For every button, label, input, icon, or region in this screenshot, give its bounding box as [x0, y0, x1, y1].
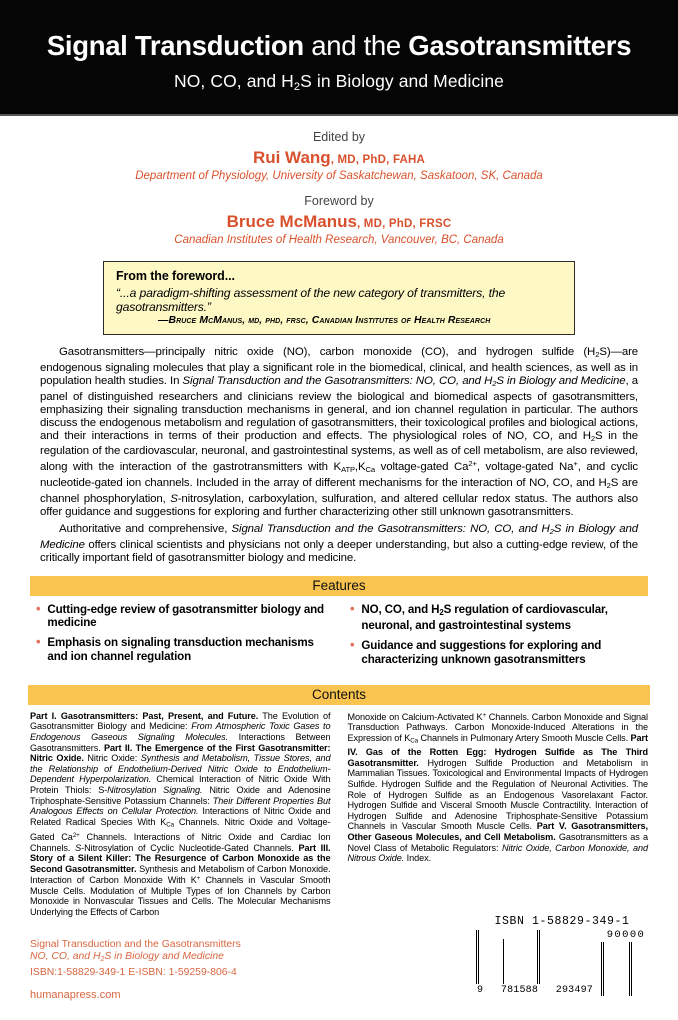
subtitle-part-a: NO, CO, and H: [173, 70, 294, 91]
editor-degrees: , MD, PhD, FAHA: [330, 153, 426, 166]
publisher-website[interactable]: humanapress.com: [30, 989, 121, 1002]
barcode-bars-main: [476, 930, 594, 984]
title-part-3: Gasotransmitters: [408, 30, 632, 61]
foreword-name-line: [0, 212, 678, 232]
features-list: [36, 603, 646, 673]
bullet-icon: •: [36, 634, 41, 650]
title-part-1: Signal Transduction: [46, 30, 304, 61]
contents-right-column: Monoxide on Calcium-Activated K+ Channels. Carbon Monoxide and Signal Transduction Pathways. Carbon Monoxide-Induced Alterations in the Expression of $K_{Ca}$ Channels in Pulmonary Artery Smooth Muscle Cells. Part IV. Gas of the Rotten Egg: Hydrogen Sulfide as The Third Gasotransmitter. Hydrogen Sulfide Production and Metabolism in Mammalian Tissues. Toxicological and Environmental Impacts of Hydrogen Sulfide. Hydrogen Sulfide and the Regulation of Neuronal Activities. The Role of Hydrogen Sulfide as an Endogenous Vasorelaxant Factor. Hydrogen Sulfide and Visceral Smooth Muscle Contractility. Interaction of Hydrogen Sulfide and Adenosine Triphosphate-Sensitive Potassium Channels in Vascular Smooth Muscle Cells. Part V. Gasotransmitters, Other Gaseous Molecules, and Cell Metabolism. Gasotransmitters as a Novel Class of Metabolic Regulators: Nitric Oxide, Carbon Monoxide, and Nitrous Oxide. Index.: [347, 711, 649, 864]
foreword-affiliation: Canadian Institutes of Health Research, Vancouver, BC, Canada: [174, 234, 504, 247]
barcode-digits: [476, 985, 594, 996]
footer-subtitle-subscript: 2: [100, 956, 105, 964]
footer-subtitle-b: S in Biology and Medicine: [104, 951, 224, 963]
contents-left-column: Part I. Gasotransmitters: Past, Present, and Future. The Evolution of Gasotransmitter Biology and Medicine: From Atmospheric Toxic Gases to Endogenous Gaseous Signaling Molecules. Interactions Between Gasotransmitters. Part II. The Emergence of the First Gasotransmitter: Nitric Oxide. Nitric Oxide: Synthesis and Metabolism, Tissue Stores, and the Relationship of Endothelium-Derived Nitric Oxide to Endothelium-Dependent Hyperpolarization. Chemical Interaction of Nitric Oxide With Protein Thiols: S-Nitrosylation Signaling. Nitric Oxide and Adenosine Triphosphate-Sensitive Potassium Channels: Their Different Properties But Analogous Effects on Cellular Protection. Interactions of Nitric Oxide and Related Radical Species With $K_{Ca}$ Channels. Nitric Oxide and Voltage-Gated $Ca^{2+}$ Channels. Interactions of Nitric Oxide and Cardiac Ion Channels. S-Nitrosylation of Cyclic Nucleotide-Gated Channels. Part III. Story of a Silent Killer: The Resurgence of Carbon Monoxide as the Second Gasotransmitter. Synthesis and Metabolism of Carbon Monoxide. Interaction of Carbon Monoxide With K+ Channels in Vascular Smooth Muscle Cells. Modulation of Multiple Types of Ion Channels by Carbon Monoxide in Nonvascular Tissues and Cells. The Molecular Mechanisms Underlying the Effects of Carbon: [30, 710, 331, 918]
footer-subtitle-a: NO, CO, and H: [30, 951, 101, 963]
barcode-digit-mid: 781588: [500, 985, 539, 996]
back-cover-description: [40, 346, 638, 565]
feature-text: Cutting-edge review of gasotransmitter biology and medicine: [47, 603, 324, 630]
barcode-digit-left: 9: [477, 985, 484, 996]
description-paragraph-1: Gasotransmitters—principally nitric oxide (NO), carbon monoxide (CO), and hydrogen sulfide $(H_2S)—are$ endogenous signaling molecules that play a significant role in the biomedical, clinical, and health sciences, as well as in population health studies. In Signal Transduction and the Gasotransmitters: NO, CO, and $H_2S$ in Biology and Medicine, a panel of distinguished researchers and clinicians review the biological and biomedical aspects of gasotransmitters, emphasizing their signaling transduction mechanisms in general, and ion channel regulation in particular. The authors discuss the endogenous metabolism and regulation of gasotransmitters, their toxicological profiles and biological actions, and their interactions in terms of their production and effects. The physiological roles of NO, CO, and $H_2S$ in the regulation of the cardiovascular, neuronal, and gastrointestinal systems, as well as of cell metabolism, are also reviewed, along with the interaction of the gastrotransmitters with $K_{ATP},K_{Ca}$ voltage-gated $Ca^{2+}$, voltage-gated Na+, and cyclic nucleotide-gated ion channels. Included in the array of different mechanisms for the interaction of NO, CO, and $H_2S$ are channel phosphorylation, S-nitrosylation, carboxylation, sulfuration, and altered cellular redox status. The authors also offer guidance and suggestions for exploring and further characterizing other still unknown gasotransmitters.: [40, 345, 639, 519]
isbn-barcode: [472, 912, 652, 998]
barcode-main: [476, 930, 594, 996]
editor-affiliation: Department of Physiology, University of Saskatchewan, Saskatoon, SK, Canada: [135, 170, 543, 183]
title-part-2: and the: [303, 30, 409, 61]
book-title: [0, 32, 678, 61]
quote-text: “...a paradigm-shifting assessment of the new category of transmitters, the gasotransmitters.”: [116, 285, 506, 314]
bullet-icon: •: [36, 601, 41, 617]
barcode-isbn-text: ISBN 1-58829-349-1: [494, 915, 630, 928]
contents-section-bar: Contents: [28, 685, 650, 705]
contents-list: [30, 711, 648, 918]
publisher-footer: [30, 939, 241, 1002]
features-section-bar: Features: [30, 576, 648, 596]
subtitle-part-b: S in Biology and Medicine: [300, 70, 505, 91]
editors-block: [0, 130, 678, 248]
barcode-addon: [601, 929, 651, 996]
feature-item: [36, 636, 332, 662]
subtitle-subscript: 2: [293, 80, 301, 93]
barcode-digit-right: 293497: [555, 985, 593, 996]
description-paragraph-2: Authoritative and comprehensive, Signal Transduction and the Gasotransmitters: NO, CO, and $H_2S$ in Biology and Medicine offers clinical scientists and physicians not only a deeper understanding, but also a cutting-edge review, of the critically important field of gasotransmitter biology and medicine.: [40, 523, 638, 565]
feature-item: [350, 603, 646, 632]
feature-item: [36, 603, 332, 629]
bullet-icon: •: [350, 601, 355, 617]
foreword-degrees: , MD, PhD, FRSC: [357, 218, 452, 231]
feature-text: NO, CO, and $H_2S$ regulation of cardiovascular, neuronal, and gastrointestinal systems: [361, 603, 608, 633]
barcode-rows: [476, 929, 648, 996]
quote-attribution: —Bruce McManus, md, phd, frsc, Canadian Institutes of Health Research: [158, 314, 491, 326]
barcode-bars-addon: [601, 942, 651, 996]
book-subtitle: [0, 71, 678, 93]
features-left-column: [36, 603, 332, 673]
foreword-name: Bruce McManus: [226, 212, 357, 232]
footer-isbn: ISBN:1-58829-349-1 E-ISBN: 1-59259-806-4: [30, 966, 237, 978]
foreword-quote-box: [103, 261, 575, 335]
foreword-by-label: Foreword by: [304, 194, 374, 209]
quote-heading: From the foreword...: [116, 268, 235, 283]
footer-title: Signal Transduction and the Gasotransmitters: [30, 938, 241, 950]
edited-by-label: Edited by: [312, 130, 366, 144]
features-right-column: [350, 603, 646, 673]
editor-name: Rui Wang: [252, 147, 331, 167]
footer-subtitle: [30, 951, 241, 967]
barcode-addon-text: 90000: [606, 929, 646, 941]
cover-header-band: [0, 0, 678, 116]
feature-item: [350, 639, 646, 665]
feature-text: Guidance and suggestions for exploring and characterizing unknown gasotransmitters: [361, 639, 602, 666]
bullet-icon: •: [350, 637, 355, 653]
foreword-author-block: [0, 194, 678, 247]
editor-name-line: [0, 148, 678, 168]
feature-text: Emphasis on signaling transduction mechanisms and ion channel regulation: [47, 636, 314, 663]
